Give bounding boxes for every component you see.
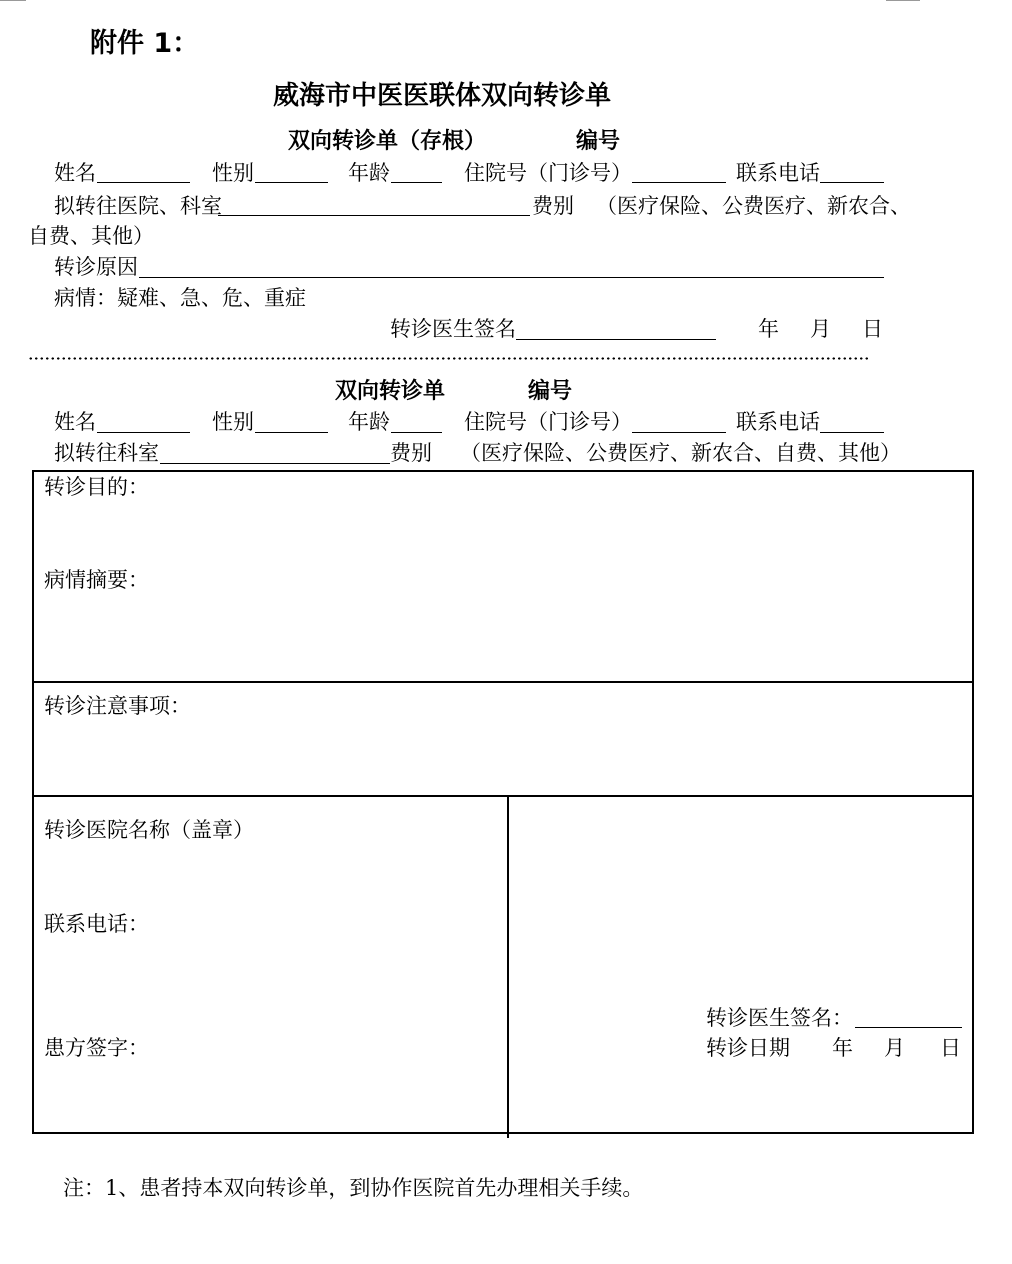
form-dept-field[interactable] — [160, 463, 390, 464]
form-dept-label: 拟转往科室 — [54, 441, 159, 465]
form-heading: 双向转诊单 — [335, 379, 446, 404]
stub-fee-options-line1: （医疗保险、公费医疗、新农合、 — [596, 194, 911, 218]
doctor-sign-label: 转诊医生签名： — [706, 1006, 853, 1030]
stub-number-label: 编号 — [576, 129, 621, 154]
stub-doctor-sign-field[interactable] — [516, 339, 716, 340]
summary-label: 病情摘要： — [44, 568, 149, 592]
stub-day-label: 日 — [862, 317, 883, 341]
referral-day-label: 日 — [940, 1036, 961, 1060]
stub-heading: 双向转诊单（存根） — [288, 129, 487, 154]
stub-reason-field[interactable] — [139, 277, 884, 278]
stub-admission-field[interactable] — [632, 182, 726, 183]
footnote: 注：1、患者持本双向转诊单，到协作医院首先办理相关手续。 — [63, 1176, 644, 1200]
table-divider-notes — [32, 681, 974, 683]
stub-phone-field[interactable] — [820, 182, 884, 183]
stub-gender-label: 性别 — [212, 161, 254, 185]
stub-hospital-dept-label: 拟转往医院、科室 — [54, 194, 222, 218]
stub-condition-text: 病情：疑难、急、危、重症 — [54, 286, 306, 310]
form-gender-label: 性别 — [212, 410, 254, 434]
form-gender-field[interactable] — [255, 432, 328, 433]
stub-age-field[interactable] — [391, 182, 442, 183]
stub-phone-label: 联系电话 — [736, 161, 820, 185]
table-divider-bottom — [32, 795, 974, 797]
stub-name-label: 姓名 — [54, 161, 96, 185]
referral-table — [32, 470, 974, 1134]
stub-fee-options-line2: 自费、其他） — [28, 224, 154, 248]
referral-date-label: 转诊日期 — [706, 1036, 790, 1060]
form-number-label: 编号 — [528, 379, 573, 404]
stub-year-label: 年 — [758, 317, 779, 341]
referral-month-label: 月 — [884, 1036, 905, 1060]
form-name-label: 姓名 — [54, 410, 96, 434]
hospital-phone-label: 联系电话： — [44, 912, 149, 936]
purpose-label: 转诊目的： — [44, 475, 149, 499]
stub-gender-field[interactable] — [255, 182, 328, 183]
referral-year-label: 年 — [832, 1036, 853, 1060]
stub-month-label: 月 — [810, 317, 831, 341]
doctor-sign-field[interactable] — [855, 1027, 962, 1028]
stub-admission-label: 住院号（门诊号） — [464, 161, 632, 185]
attachment-label: 附件 1： — [90, 28, 200, 59]
stub-doctor-sign-label: 转诊医生签名 — [390, 317, 516, 341]
form-age-label: 年龄 — [348, 410, 390, 434]
form-admission-label: 住院号（门诊号） — [464, 410, 632, 434]
notes-label: 转诊注意事项： — [44, 694, 191, 718]
form-name-field[interactable] — [97, 432, 190, 433]
page-title: 威海市中医医联体双向转诊单 — [273, 81, 612, 111]
stub-age-label: 年龄 — [348, 161, 390, 185]
table-divider-vertical — [507, 795, 509, 1138]
hospital-name-label: 转诊医院名称（盖章） — [44, 818, 254, 842]
stub-name-field[interactable] — [97, 182, 190, 183]
stub-reason-label: 转诊原因 — [54, 255, 138, 279]
form-fee-options: （医疗保险、公费医疗、新农合、自费、其他） — [460, 441, 901, 465]
stub-hospital-dept-field[interactable] — [218, 215, 530, 216]
form-phone-field[interactable] — [820, 432, 884, 433]
page-corner-mark-left — [0, 0, 26, 1]
stub-fee-label: 费别 — [532, 194, 574, 218]
form-fee-label: 费别 — [390, 441, 432, 465]
form-phone-label: 联系电话 — [736, 410, 820, 434]
form-age-field[interactable] — [391, 432, 442, 433]
page-corner-mark-right — [886, 0, 920, 1]
patient-sign-label: 患方签字： — [44, 1036, 149, 1060]
form-admission-field[interactable] — [632, 432, 726, 433]
tear-off-dotted-line — [28, 357, 868, 360]
